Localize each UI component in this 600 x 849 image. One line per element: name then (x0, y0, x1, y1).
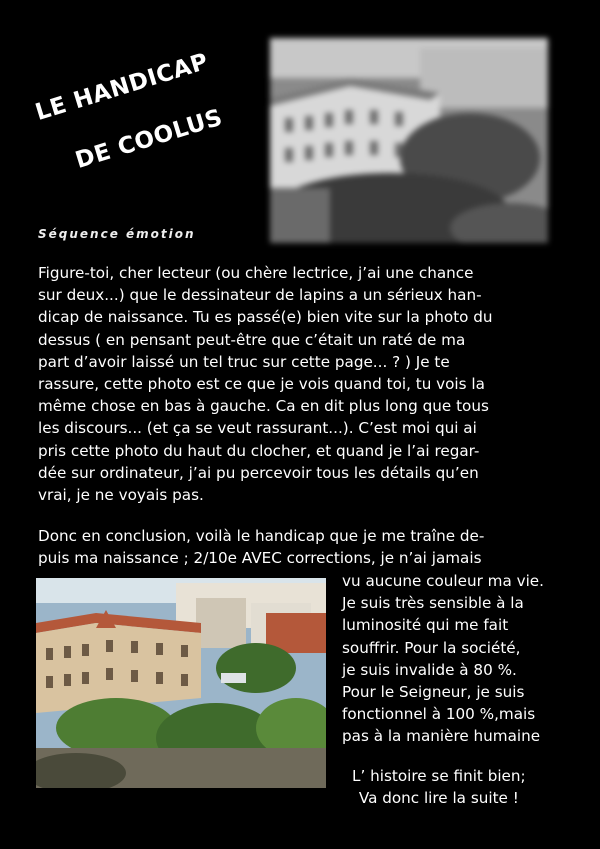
paragraph-1 (38, 262, 493, 506)
paragraph-1-line: vrai, je ne voyais pas. (38, 486, 204, 505)
paragraph-1-line: rassure, cette photo est ce que je vois quand toi, tu vois la (38, 375, 485, 394)
side-text-line: vu aucune couleur ma vie. (342, 572, 544, 590)
blurred-town-photo (270, 38, 548, 243)
town-photo (36, 578, 326, 788)
paragraph-2-line: puis ma naissance ; 2/10e AVEC corrections, je n’ai jamais (38, 549, 482, 568)
ending-line: Va donc lire la suite ! (358, 789, 519, 808)
side-text-line: je suis invalide à 80 %. (342, 660, 517, 679)
side-text-line: luminosité qui me fait (342, 616, 509, 635)
paragraph-1-line: pris cette photo du haut du clocher, et quand je l’ai regar- (38, 441, 480, 460)
ending-line: L’ histoire se finit bien; (352, 767, 526, 785)
paragraph-1-line: dicap de naissance. Tu es passé(e) bien vite sur la photo du (38, 308, 493, 327)
subtitle: Séquence émotion (38, 227, 196, 241)
side-text-line: Je suis très sensible à la (342, 594, 524, 613)
title-line-2: DE COOLUS (72, 104, 226, 174)
paragraph-1-line: dessus ( en pensant peut-être que c’était un raté de ma (38, 330, 466, 349)
side-text-line: souffrir. Pour la société, (342, 638, 521, 657)
paragraph-1-line: dée sur ordinateur, j’ai pu percevoir tous les détails qu’en (38, 463, 479, 482)
paragraph-1-line: même chose en bas à gauche. Ca en dit plus long que tous (38, 397, 489, 416)
side-text (342, 570, 544, 748)
paragraph-1-line: les discours... (et ça se veut rassurant...). C’est moi qui ai (38, 419, 477, 438)
paragraph-2-line: Donc en conclusion, voilà le handicap que je me traîne de- (38, 527, 485, 545)
paragraph-1-line: Figure-toi, cher lecteur (ou chère lectrice, j’ai une chance (38, 264, 474, 282)
side-text-line: fonctionnel à 100 %,mais (342, 705, 536, 724)
paragraph-1-line: part d’avoir laissé un tel truc sur cette page... ? ) Je te (38, 352, 450, 371)
paragraph-1-line: sur deux...) que le dessinateur de lapins a un sérieux han- (38, 286, 482, 305)
side-text-line: pas à la manière humaine (342, 727, 541, 746)
paragraph-2 (38, 525, 484, 569)
ending-text (352, 765, 526, 809)
title-line-1: LE HANDICAP (32, 48, 212, 126)
side-text-line: Pour le Seigneur, je suis (342, 683, 525, 702)
